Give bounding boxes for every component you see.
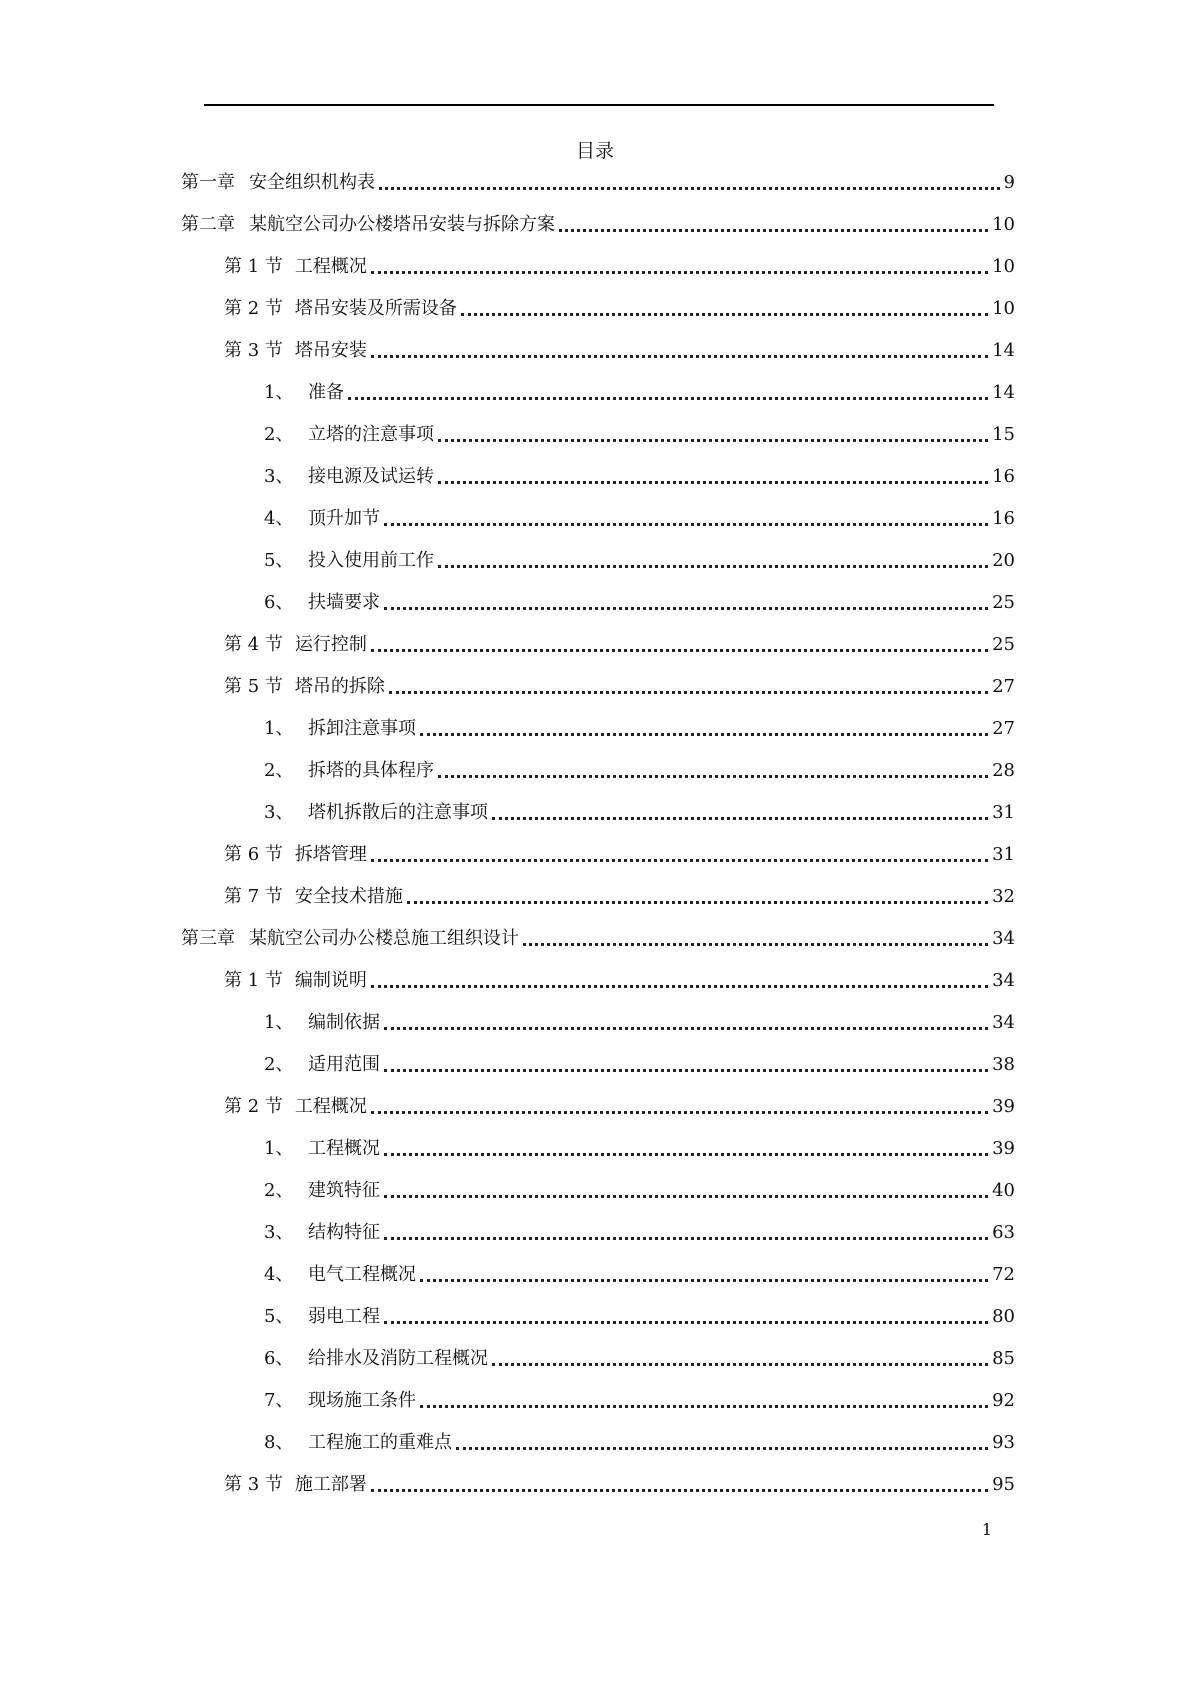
toc-entry[interactable] [224,840,1015,870]
toc-dot-leader [559,228,988,232]
toc-entry-title: 运行控制 [294,634,367,655]
toc-entry-number: 4、 [264,1264,294,1285]
toc-entry-number: 第一章 [181,172,235,193]
toc-entry-page: 34 [992,970,1015,991]
toc-entry[interactable] [224,882,1015,912]
toc-dot-leader [384,522,988,526]
toc-entry-title: 拆塔管理 [294,844,367,865]
toc-entry-page: 39 [992,1138,1015,1159]
toc-entry-number: 5、 [264,550,294,571]
toc-entry-title: 顶升加节 [308,508,380,529]
toc-entry-number: 第 4 节 [224,634,283,655]
toc-entry-title: 塔吊安装 [294,340,367,361]
toc-dot-leader [371,1488,988,1492]
toc-entry-number: 第 2 节 [224,298,283,319]
toc-entry[interactable] [264,1260,1015,1290]
toc-entry-number: 6、 [264,592,294,613]
toc-entry-page: 14 [992,382,1015,403]
toc-entry[interactable] [264,798,1015,828]
toc-entry-title: 拆卸注意事项 [308,718,416,739]
header-rule [204,104,994,106]
toc-entry-page: 27 [992,718,1015,739]
toc-entry[interactable] [264,462,1015,492]
toc-entry-title: 塔吊安装及所需设备 [294,298,457,319]
toc-entry-page: 95 [992,1474,1015,1495]
toc-entry-page: 25 [992,634,1015,655]
toc-entry-number: 第 1 节 [224,970,283,991]
toc-entry-title: 结构特征 [308,1222,380,1243]
toc-entry-page: 28 [992,760,1015,781]
toc-entry-number: 3、 [264,802,294,823]
toc-entry-number: 第 2 节 [224,1096,283,1117]
toc-entry-title: 塔机拆散后的注意事项 [308,802,488,823]
toc-entry-page: 14 [992,340,1015,361]
toc-entry-title: 弱电工程 [308,1306,380,1327]
toc-entry[interactable] [224,672,1015,702]
toc-entry-page: 31 [992,802,1015,823]
toc-entry-page: 9 [1003,172,1015,193]
toc-entry-number: 5、 [264,1306,294,1327]
toc-entry-page: 40 [992,1180,1015,1201]
toc-entry[interactable] [224,966,1015,996]
toc-dot-leader [456,1446,988,1450]
toc-entry-number: 8、 [264,1432,294,1453]
toc-entry-number: 2、 [264,1180,294,1201]
toc-entry-title: 投入使用前工作 [308,550,434,571]
toc-entry-number: 1、 [264,1138,294,1159]
toc-entry[interactable] [264,1050,1015,1080]
toc-entry-number: 第 1 节 [224,256,283,277]
toc-entry-number: 6、 [264,1348,294,1369]
toc-entry[interactable] [264,1134,1015,1164]
toc-entry-number: 2、 [264,424,294,445]
toc-entry-number: 第三章 [181,928,235,949]
toc-entry-number: 2、 [264,1054,294,1075]
toc-entry[interactable] [224,252,1015,282]
toc-entry[interactable] [264,1176,1015,1206]
toc-entry[interactable] [264,504,1015,534]
toc-entry-title: 安全组织机构表 [249,172,375,193]
toc-entry-title: 工程施工的重难点 [308,1432,452,1453]
toc-entry[interactable] [264,378,1015,408]
toc-entry-title: 编制说明 [294,970,367,991]
toc-dot-leader [438,564,988,568]
toc-entry[interactable] [264,1008,1015,1038]
toc-entry[interactable] [224,630,1015,660]
toc-entry-title: 现场施工条件 [308,1390,416,1411]
toc-entry[interactable] [224,1470,1015,1500]
toc-entry[interactable] [264,1344,1015,1374]
toc-entry-title: 安全技术措施 [294,886,403,907]
toc-entry[interactable] [264,588,1015,618]
toc-title: 目录 [575,140,614,162]
toc-entry-number: 第 5 节 [224,676,283,697]
toc-entry[interactable] [224,336,1015,366]
toc-dot-leader [492,1362,988,1366]
toc-entry-page: 16 [992,466,1015,487]
toc-entry-page: 10 [992,214,1015,235]
toc-entry[interactable] [181,168,1015,198]
toc-entry-title: 工程概况 [294,1096,367,1117]
toc-entry-page: 27 [992,676,1015,697]
toc-entry[interactable] [264,1218,1015,1248]
toc-entry-number: 第 3 节 [224,1474,283,1495]
toc-dot-leader [384,1152,988,1156]
toc-entry-page: 80 [992,1306,1015,1327]
toc-entry-title: 准备 [308,382,344,403]
toc-entry-page: 39 [992,1096,1015,1117]
toc-entry[interactable] [264,546,1015,576]
toc-entry[interactable] [264,1302,1015,1332]
toc-dot-leader [523,942,988,946]
toc-dot-leader [438,438,988,442]
toc-dot-leader [389,690,988,694]
toc-entry-number: 3、 [264,1222,294,1243]
toc-dot-leader [384,1026,988,1030]
toc-entry-title: 立塔的注意事项 [308,424,434,445]
toc-dot-leader [371,858,988,862]
toc-entry[interactable] [224,1092,1015,1122]
toc-dot-leader [371,354,988,358]
toc-dot-leader [461,312,988,316]
toc-entry-title: 给排水及消防工程概况 [308,1348,488,1369]
toc-entry-page: 63 [992,1222,1015,1243]
toc-entry[interactable] [264,714,1015,744]
toc-dot-leader [384,1194,988,1198]
toc-entry-number: 2、 [264,760,294,781]
toc-entry-number: 第 6 节 [224,844,283,865]
toc-entry-number: 1、 [264,1012,294,1033]
toc-dot-leader [438,774,988,778]
toc-entry[interactable] [224,294,1015,324]
toc-entry-number: 1、 [264,382,294,403]
toc-entry-title: 某航空公司办公楼塔吊安装与拆除方案 [249,214,555,235]
toc-entry-page: 32 [992,886,1015,907]
toc-entry-page: 31 [992,844,1015,865]
toc-entry[interactable] [264,756,1015,786]
toc-dot-leader [348,396,988,400]
toc-dot-leader [420,1404,988,1408]
toc-dot-leader [379,186,1000,190]
toc-dot-leader [492,816,988,820]
toc-dot-leader [420,732,988,736]
toc-entry-title: 工程概况 [308,1138,380,1159]
toc-entry[interactable] [181,210,1015,240]
toc-entry-page: 16 [992,508,1015,529]
toc-entry-page: 10 [992,256,1015,277]
toc-entry-title: 电气工程概况 [308,1264,416,1285]
page-number: 1 [981,1520,992,1539]
toc-dot-leader [371,270,988,274]
toc-entry-page: 25 [992,592,1015,613]
toc-entry-page: 34 [992,928,1015,949]
toc-entry-page: 92 [992,1390,1015,1411]
toc-entry-title: 塔吊的拆除 [294,676,385,697]
toc-entry[interactable] [264,1386,1015,1416]
toc-entry-number: 7、 [264,1390,294,1411]
toc-dot-leader [371,984,988,988]
toc-entry-number: 4、 [264,508,294,529]
toc-entry-page: 93 [992,1432,1015,1453]
toc-entry-number: 1、 [264,718,294,739]
toc-entry-page: 34 [992,1012,1015,1033]
toc-entry-title: 拆塔的具体程序 [308,760,434,781]
toc-dot-leader [371,1110,988,1114]
toc-dot-leader [438,480,988,484]
toc-dot-leader [384,1068,988,1072]
toc-dot-leader [384,1236,988,1240]
toc-dot-leader [384,1320,988,1324]
toc-entry-page: 72 [992,1264,1015,1285]
toc-entry-title: 施工部署 [294,1474,367,1495]
toc-entry-page: 20 [992,550,1015,571]
toc-entry-title: 编制依据 [308,1012,380,1033]
toc-entry-page: 38 [992,1054,1015,1075]
toc-entry[interactable] [181,924,1015,954]
toc-dot-leader [371,648,988,652]
toc-dot-leader [420,1278,988,1282]
toc-entry-number: 第 7 节 [224,886,283,907]
toc-entry-number: 第二章 [181,214,235,235]
toc-entry-page: 85 [992,1348,1015,1369]
toc-entry-page: 10 [992,298,1015,319]
toc-entry[interactable] [264,1428,1015,1458]
toc-entry-title: 建筑特征 [308,1180,380,1201]
toc-dot-leader [384,606,988,610]
toc-entry-number: 第 3 节 [224,340,283,361]
toc-entry-title: 工程概况 [294,256,367,277]
toc-entry-title: 接电源及试运转 [308,466,434,487]
toc-entry-number: 3、 [264,466,294,487]
toc-entry-title: 某航空公司办公楼总施工组织设计 [249,928,519,949]
toc-entry-page: 15 [992,424,1015,445]
toc-dot-leader [407,900,988,904]
toc-entry-title: 扶墙要求 [308,592,380,613]
toc-entry-title: 适用范围 [308,1054,380,1075]
toc-entry[interactable] [264,420,1015,450]
